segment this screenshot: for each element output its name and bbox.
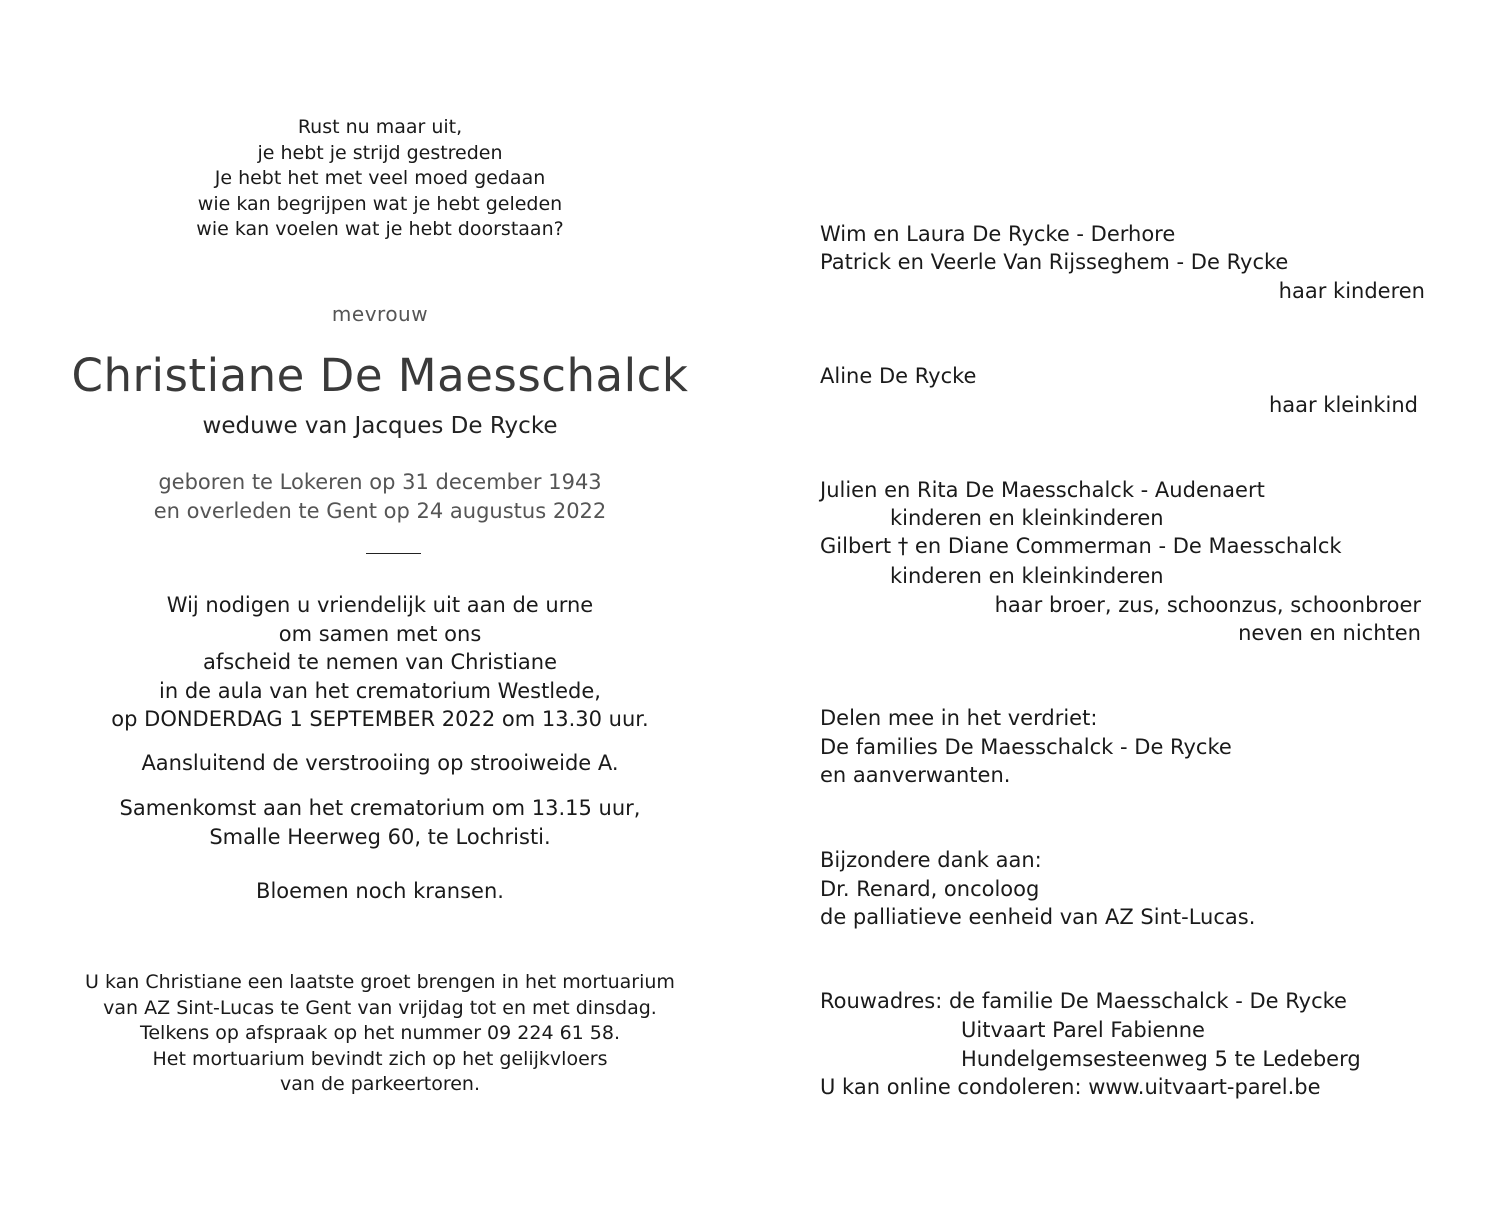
poem-line: wie kan voelen wat je hebt doorstaan? (196, 218, 564, 240)
mortuary-info (0, 970, 760, 1098)
grandchild-name: Aline De Rycke (820, 364, 977, 388)
online-condolence: U kan online condoleren: www.uitvaart-parel.be (820, 1075, 1321, 1099)
birth-date: geboren te Lokeren op 31 december 1943 (158, 470, 602, 494)
sharing-note (820, 704, 1232, 790)
widow-of: weduwe van Jacques De Rycke (202, 413, 558, 439)
sharing-line: en aanverwanten. (820, 763, 1011, 787)
mortuary-line: van de parkeertoren. (279, 1073, 481, 1095)
invitation (0, 591, 760, 734)
child-family: Wim en Laura De Rycke - Derhore (820, 222, 1176, 246)
sharing-line: De families De Maesschalck - De Rycke (820, 734, 1232, 759)
flowers-note: Bloemen noch kransen. (256, 879, 504, 903)
thanks-note (820, 846, 1255, 932)
invitation-line: op DONDERDAG 1 SEPTEMBER 2022 om 13.30 uur. (111, 707, 649, 731)
poem (0, 115, 760, 243)
invitation-line: Wij nodigen u vriendelijk uit aan de urne (166, 593, 594, 617)
child-family: Patrick en Veerle Van Rijsseghem - De Rycke (820, 250, 1289, 274)
sharing-line: Delen mee in het verdriet: (820, 706, 1098, 730)
scattering-note: Aansluitend de verstrooiing op strooiweide A. (141, 751, 619, 775)
grandchild-relation: haar kleinkind (1268, 393, 1418, 417)
children-relation: haar kinderen (1278, 279, 1425, 303)
thanks-line: Bijzondere dank aan: (820, 848, 1042, 872)
sibling-family-sub: kinderen en kleinkinderen (890, 564, 1164, 588)
mourning-address: Rouwadres: de familie De Maesschalck - De Rycke (820, 989, 1347, 1013)
siblings-relation: haar broer, zus, schoonzus, schoonbroer (994, 593, 1421, 617)
thanks-line: de palliatieve eenheid van AZ Sint-Lucas. (820, 905, 1256, 929)
gathering (0, 794, 760, 851)
invitation-line: om samen met ons (278, 621, 482, 646)
divider (366, 553, 421, 554)
sibling-family: Julien en Rita De Maesschalck - Audenaert (820, 478, 1265, 502)
gathering-line: Smalle Heerweg 60, te Lochristi. (209, 824, 551, 849)
mortuary-line: Telkens op afspraak op het nummer 09 224 61 58. (139, 1022, 621, 1044)
sibling-family-sub: kinderen en kleinkinderen (890, 506, 1164, 530)
death-date: en overleden te Gent op 24 augustus 2022 (153, 499, 607, 523)
mortuary-line: U kan Christiane een laatste groet brengen in het mortuarium (85, 971, 675, 993)
poem-line: wie kan begrijpen wat je hebt geleden (197, 192, 563, 215)
life-dates (0, 468, 760, 526)
cousins-relation: neven en nichten (1238, 621, 1421, 645)
poem-line: je hebt je strijd gestreden (257, 141, 503, 164)
mortuary-line: van AZ Sint-Lucas te Gent van vrijdag tot en met dinsdag. (103, 996, 657, 1019)
invitation-line: afscheid te nemen van Christiane (202, 650, 558, 674)
deceased-name: Christiane De Maesschalck (71, 349, 689, 402)
address-line: Hundelgemsesteenweg 5 te Ledeberg (961, 1047, 1361, 1071)
mortuary-line: Het mortuarium bevindt zich op het gelijkvloers (152, 1047, 608, 1070)
invitation-line: in de aula van het crematorium Westlede, (159, 678, 601, 703)
sibling-family: Gilbert † en Diane Commerman - De Maesschalck (820, 534, 1342, 558)
poem-line: Je hebt het met veel moed gedaan (214, 167, 546, 189)
poem-line: Rust nu maar uit, (297, 116, 463, 138)
address-line: Uitvaart Parel Fabienne (961, 1018, 1205, 1042)
right-column (820, 0, 1440, 1214)
salutation: mevrouw (331, 302, 429, 326)
gathering-line: Samenkomst aan het crematorium om 13.15 uur, (119, 796, 641, 820)
thanks-line: Dr. Renard, oncoloog (820, 876, 1040, 901)
